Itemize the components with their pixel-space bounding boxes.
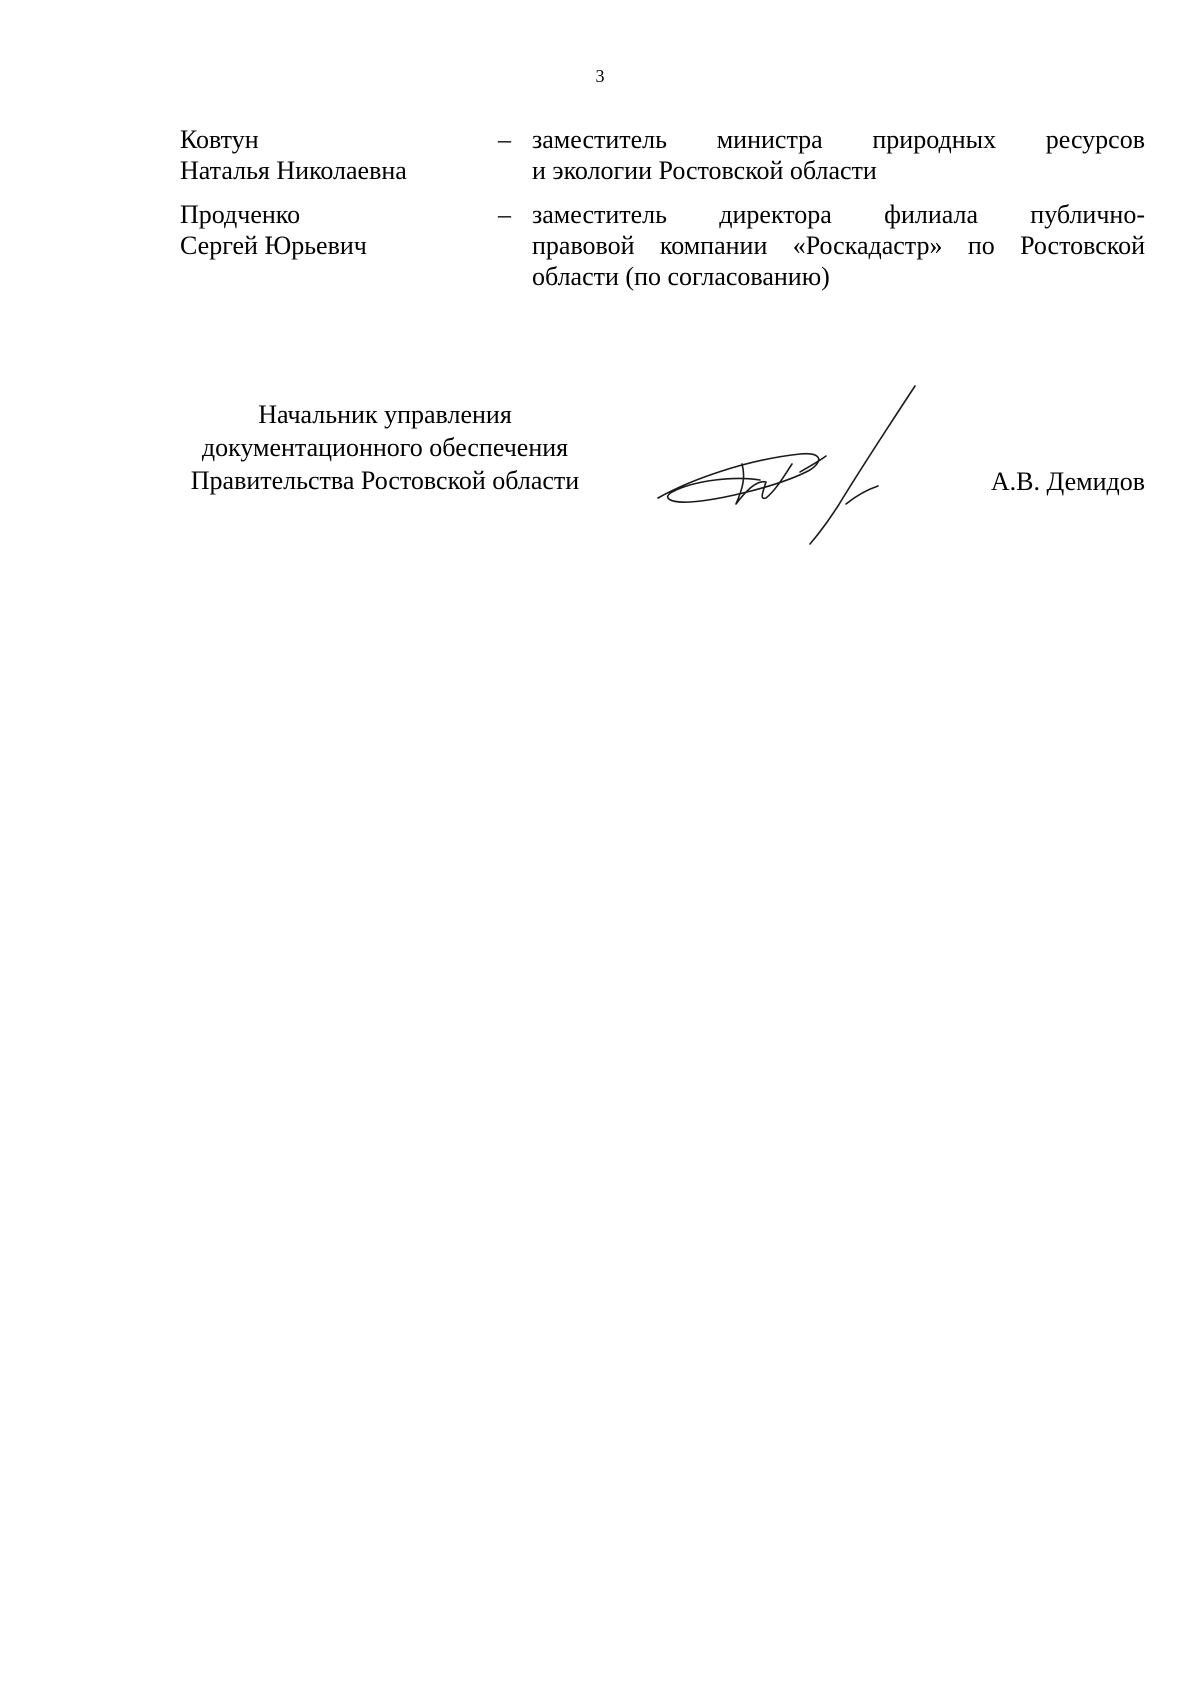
page-number: 3 [595,66,605,86]
handwritten-signature-icon [650,368,940,558]
member-role-line: заместитель директора филиала публично- [532,200,1145,229]
signer-name: А.В. Демидов [990,467,1145,496]
signature-stroke [810,386,915,544]
signature-stroke [736,464,792,504]
signature-stroke [658,454,819,502]
member-given-names: Наталья Николаевна [180,156,407,185]
member-given-names: Сергей Юрьевич [180,231,367,260]
signature-stroke [800,456,826,472]
member-dash: – [498,125,511,154]
signature-block [160,398,1145,558]
member-row [180,124,1145,186]
member-role-line: правовой компании «Роскадастр» по Ростовской [532,231,1145,260]
member-dash: – [498,200,511,229]
signer-title-line: Начальник управления [258,400,512,429]
signer-title [160,398,610,497]
member-role-line: заместитель министра природных ресурсов [532,125,1145,154]
signer-title-line: документационного обеспечения [201,433,569,462]
members-list [180,124,1145,305]
member-name [180,124,498,186]
member-surname: Продченко [180,200,301,229]
member-role [532,124,1145,186]
member-role-line: области (по согласованию) [532,262,830,291]
member-name [180,199,498,261]
signer-title-line: Правительства Ростовской области [190,466,580,495]
member-surname: Ковтун [180,125,259,154]
member-role-line: и экологии Ростовской области [532,156,877,185]
signature-stroke [846,486,878,504]
member-role [532,199,1145,292]
member-row [180,199,1145,292]
